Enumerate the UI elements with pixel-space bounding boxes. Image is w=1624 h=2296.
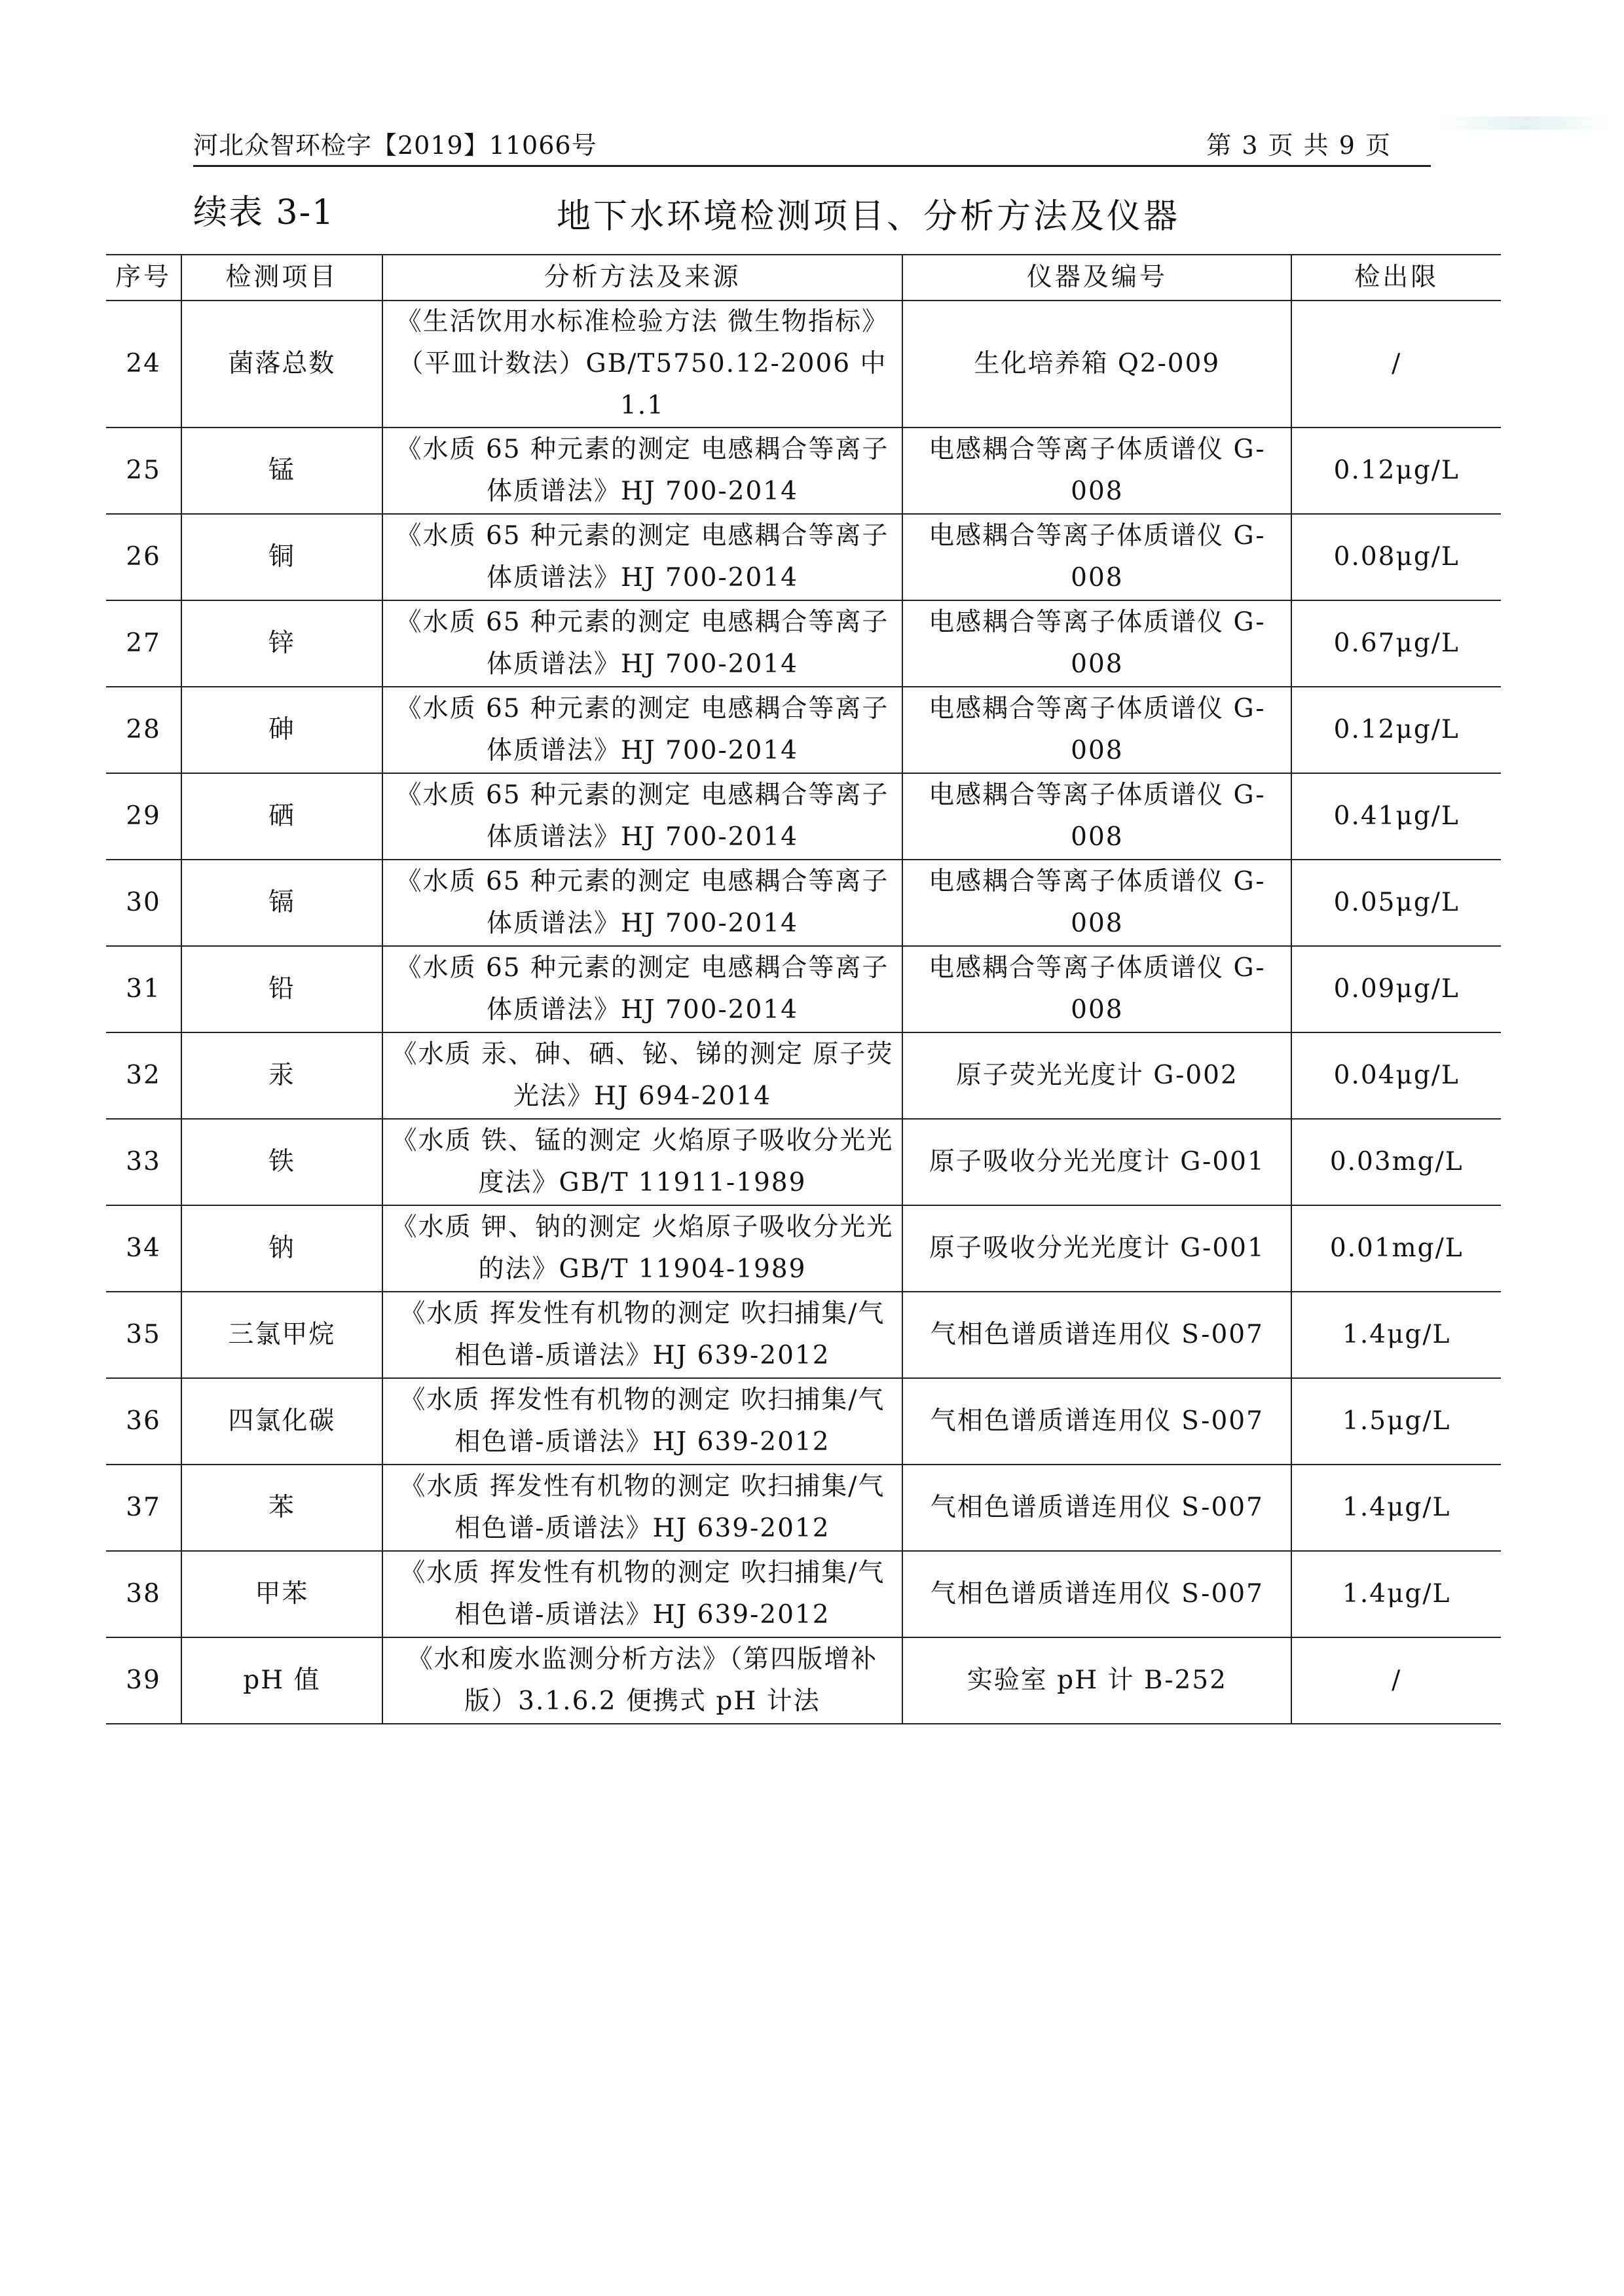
cell-item: 铁 <box>181 1119 382 1205</box>
cell-no: 30 <box>106 860 181 946</box>
cell-method: 《水质 65 种元素的测定 电感耦合等离子体质谱法》HJ 700-2014 <box>382 773 902 860</box>
cell-limit: 1.5μg/L <box>1291 1378 1501 1465</box>
cell-no: 35 <box>106 1292 181 1378</box>
cell-instrument: 电感耦合等离子体质谱仪 G-008 <box>902 687 1291 773</box>
cell-item: 菌落总数 <box>181 301 382 428</box>
cell-instrument: 气相色谱质谱连用仪 S-007 <box>902 1292 1291 1378</box>
table-row <box>106 1119 1501 1205</box>
detection-table <box>106 254 1501 1724</box>
cell-method: 《水质 汞、砷、硒、铋、锑的测定 原子荧光法》HJ 694-2014 <box>382 1032 902 1119</box>
table-row <box>106 1292 1501 1378</box>
cell-limit: 1.4μg/L <box>1291 1465 1501 1551</box>
cell-method: 《水质 挥发性有机物的测定 吹扫捕集/气相色谱-质谱法》HJ 639-2012 <box>382 1292 902 1378</box>
table-row <box>106 428 1501 514</box>
cell-method: 《水质 65 种元素的测定 电感耦合等离子体质谱法》HJ 700-2014 <box>382 860 902 946</box>
cell-method: 《水质 铁、锰的测定 火焰原子吸收分光光度法》GB/T 11911-1989 <box>382 1119 902 1205</box>
table-header-row <box>106 255 1501 301</box>
cell-limit: / <box>1291 1637 1501 1724</box>
table-row <box>106 687 1501 773</box>
table-row <box>106 1378 1501 1465</box>
cell-item: 汞 <box>181 1032 382 1119</box>
cell-instrument: 电感耦合等离子体质谱仪 G-008 <box>902 514 1291 600</box>
cell-method: 《水质 挥发性有机物的测定 吹扫捕集/气相色谱-质谱法》HJ 639-2012 <box>382 1551 902 1637</box>
cell-item: pH 值 <box>181 1637 382 1724</box>
cell-no: 32 <box>106 1032 181 1119</box>
cell-item: 锌 <box>181 600 382 687</box>
cell-item: 锰 <box>181 428 382 514</box>
cell-instrument: 电感耦合等离子体质谱仪 G-008 <box>902 860 1291 946</box>
cell-no: 29 <box>106 773 181 860</box>
cell-method: 《水质 65 种元素的测定 电感耦合等离子体质谱法》HJ 700-2014 <box>382 514 902 600</box>
col-header-item: 检测项目 <box>181 255 382 301</box>
cell-method: 《生活饮用水标准检验方法 微生物指标》（平皿计数法）GB/T5750.12-2006 中 1.1 <box>382 301 902 428</box>
table-row <box>106 1637 1501 1724</box>
report-number: 河北众智环检字【2019】11066号 <box>193 131 597 160</box>
cell-limit: 0.08μg/L <box>1291 514 1501 600</box>
cell-no: 36 <box>106 1378 181 1465</box>
cell-instrument: 电感耦合等离子体质谱仪 G-008 <box>902 428 1291 514</box>
scan-stain <box>1441 117 1611 130</box>
cell-instrument: 气相色谱质谱连用仪 S-007 <box>902 1551 1291 1637</box>
table-row <box>106 600 1501 687</box>
cell-instrument: 原子吸收分光光度计 G-001 <box>902 1119 1291 1205</box>
cell-limit: / <box>1291 301 1501 428</box>
cell-instrument: 电感耦合等离子体质谱仪 G-008 <box>902 946 1291 1032</box>
cell-item: 甲苯 <box>181 1551 382 1637</box>
cell-no: 34 <box>106 1205 181 1292</box>
cell-limit: 0.12μg/L <box>1291 687 1501 773</box>
cell-instrument: 气相色谱质谱连用仪 S-007 <box>902 1465 1291 1551</box>
cell-limit: 0.04μg/L <box>1291 1032 1501 1119</box>
cell-method: 《水质 65 种元素的测定 电感耦合等离子体质谱法》HJ 700-2014 <box>382 946 902 1032</box>
table-row <box>106 946 1501 1032</box>
cell-item: 苯 <box>181 1465 382 1551</box>
cell-limit: 0.67μg/L <box>1291 600 1501 687</box>
cell-item: 砷 <box>181 687 382 773</box>
cell-limit: 0.41μg/L <box>1291 773 1501 860</box>
table-row <box>106 1205 1501 1292</box>
cell-item: 硒 <box>181 773 382 860</box>
col-header-no: 序号 <box>106 255 181 301</box>
cell-limit: 1.4μg/L <box>1291 1292 1501 1378</box>
cell-method: 《水质 挥发性有机物的测定 吹扫捕集/气相色谱-质谱法》HJ 639-2012 <box>382 1465 902 1551</box>
cell-no: 31 <box>106 946 181 1032</box>
cell-method: 《水质 挥发性有机物的测定 吹扫捕集/气相色谱-质谱法》HJ 639-2012 <box>382 1378 902 1465</box>
cell-item: 四氯化碳 <box>181 1378 382 1465</box>
cell-limit: 0.12μg/L <box>1291 428 1501 514</box>
col-header-limit: 检出限 <box>1291 255 1501 301</box>
cell-item: 三氯甲烷 <box>181 1292 382 1378</box>
cell-no: 28 <box>106 687 181 773</box>
cell-limit: 0.05μg/L <box>1291 860 1501 946</box>
cell-item: 钠 <box>181 1205 382 1292</box>
col-header-method: 分析方法及来源 <box>382 255 902 301</box>
cell-instrument: 气相色谱质谱连用仪 S-007 <box>902 1378 1291 1465</box>
cell-instrument: 原子吸收分光光度计 G-001 <box>902 1205 1291 1292</box>
table-row <box>106 1032 1501 1119</box>
table-row <box>106 514 1501 600</box>
table-continued-label: 续表 3-1 <box>193 193 335 232</box>
cell-instrument: 电感耦合等离子体质谱仪 G-008 <box>902 773 1291 860</box>
cell-limit: 0.09μg/L <box>1291 946 1501 1032</box>
page-info: 第 3 页 共 9 页 <box>1206 131 1392 160</box>
table-row <box>106 1551 1501 1637</box>
cell-no: 38 <box>106 1551 181 1637</box>
table-row <box>106 860 1501 946</box>
cell-method: 《水质 65 种元素的测定 电感耦合等离子体质谱法》HJ 700-2014 <box>382 687 902 773</box>
table-row <box>106 1465 1501 1551</box>
cell-no: 39 <box>106 1637 181 1724</box>
cell-instrument: 生化培养箱 Q2-009 <box>902 301 1291 428</box>
cell-method: 《水质 65 种元素的测定 电感耦合等离子体质谱法》HJ 700-2014 <box>382 428 902 514</box>
table-row <box>106 301 1501 428</box>
table-row <box>106 773 1501 860</box>
cell-limit: 1.4μg/L <box>1291 1551 1501 1637</box>
table-title: 地下水环境检测项目、分析方法及仪器 <box>557 197 1181 236</box>
cell-no: 26 <box>106 514 181 600</box>
cell-no: 27 <box>106 600 181 687</box>
cell-method: 《水质 钾、钠的测定 火焰原子吸收分光光的法》GB/T 11904-1989 <box>382 1205 902 1292</box>
col-header-instrument: 仪器及编号 <box>902 255 1291 301</box>
cell-method: 《水和废水监测分析方法》（第四版增补版）3.1.6.2 便携式 pH 计法 <box>382 1637 902 1724</box>
cell-no: 33 <box>106 1119 181 1205</box>
cell-method: 《水质 65 种元素的测定 电感耦合等离子体质谱法》HJ 700-2014 <box>382 600 902 687</box>
cell-limit: 0.01mg/L <box>1291 1205 1501 1292</box>
cell-item: 镉 <box>181 860 382 946</box>
cell-instrument: 原子荧光光度计 G-002 <box>902 1032 1291 1119</box>
cell-instrument: 实验室 pH 计 B-252 <box>902 1637 1291 1724</box>
cell-limit: 0.03mg/L <box>1291 1119 1501 1205</box>
cell-no: 37 <box>106 1465 181 1551</box>
cell-no: 24 <box>106 301 181 428</box>
page-header <box>193 126 1431 167</box>
cell-item: 铅 <box>181 946 382 1032</box>
cell-item: 铜 <box>181 514 382 600</box>
cell-no: 25 <box>106 428 181 514</box>
cell-instrument: 电感耦合等离子体质谱仪 G-008 <box>902 600 1291 687</box>
